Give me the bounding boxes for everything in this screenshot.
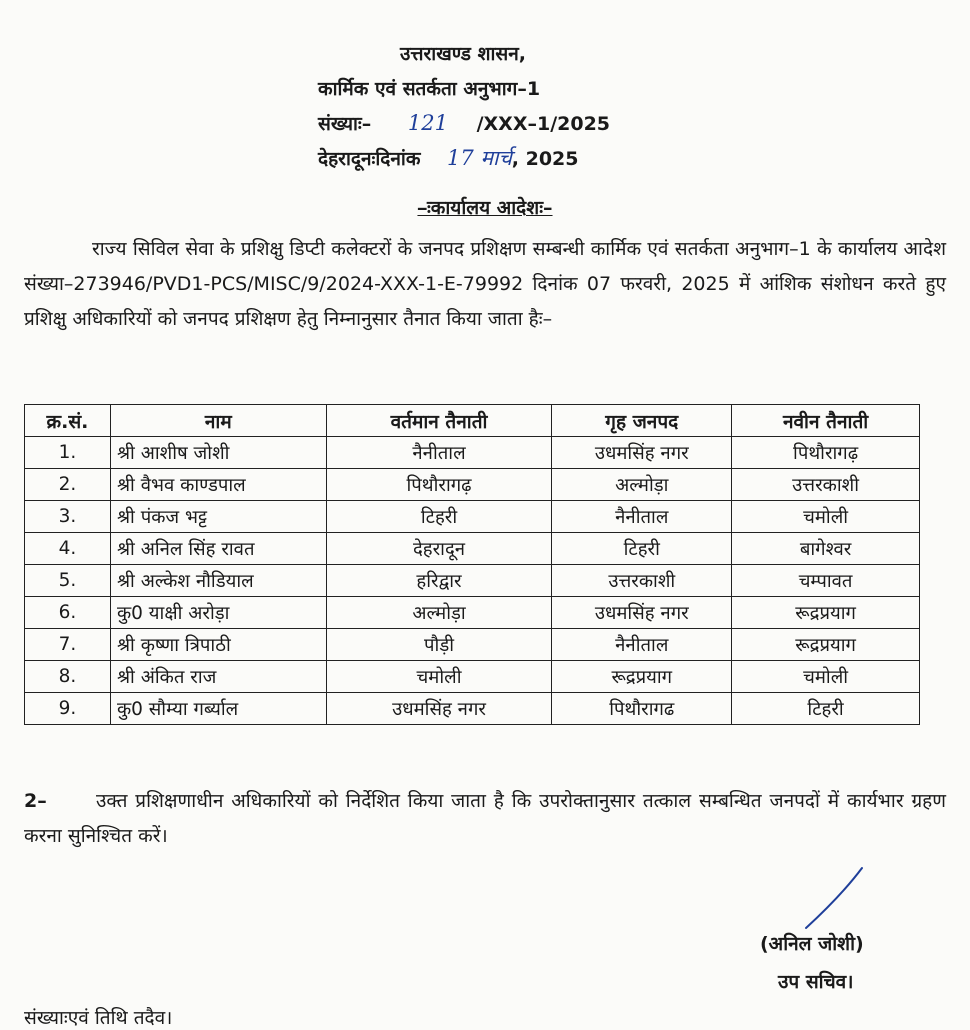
- column-header-name: नाम: [110, 405, 326, 437]
- table-row: [25, 565, 920, 597]
- serial-cell: 1.: [25, 437, 111, 469]
- order-paragraph-2: [24, 784, 946, 854]
- name-cell: श्री अनिल सिंह रावत: [110, 533, 326, 565]
- name-cell: श्री अल्केश नौडियाल: [110, 565, 326, 597]
- serial-cell: 3.: [25, 501, 111, 533]
- serial-cell: 8.: [25, 661, 111, 693]
- date-suffix: , 2025: [511, 148, 579, 170]
- home-district-cell: पिथौरागढ: [552, 693, 732, 725]
- new-posting-cell: बागेश्वर: [732, 533, 920, 565]
- new-posting-cell: चम्पावत: [732, 565, 920, 597]
- table-row: [25, 693, 920, 725]
- new-posting-cell: टिहरी: [732, 693, 920, 725]
- home-district-cell: नैनीताल: [552, 629, 732, 661]
- table-row: [25, 597, 920, 629]
- posting-table: [24, 404, 920, 725]
- home-district-cell: रूद्रप्रयाग: [552, 661, 732, 693]
- signature-stroke: [800, 862, 870, 932]
- home-district-cell: उधमसिंह नगर: [552, 437, 732, 469]
- signatory-designation: उप सचिव।: [778, 971, 854, 993]
- table-row: [25, 501, 920, 533]
- name-cell: श्री अंकित राज: [110, 661, 326, 693]
- reference-handwritten: 121: [407, 111, 448, 135]
- table-row: [25, 533, 920, 565]
- serial-cell: 2.: [25, 469, 111, 501]
- serial-cell: 5.: [25, 565, 111, 597]
- new-posting-cell: रूद्रप्रयाग: [732, 629, 920, 661]
- column-header-serial: क्र.सं.: [25, 405, 111, 437]
- name-cell: श्री कृष्णा त्रिपाठी: [110, 629, 326, 661]
- home-district-cell: टिहरी: [552, 533, 732, 565]
- new-posting-cell: पिथौरागढ़: [732, 437, 920, 469]
- order-paragraph-1: राज्य सिविल सेवा के प्रशिक्षु डिप्टी कलेक्टरों के जनपद प्रशिक्षण सम्बन्धी कार्मिक एवं सतर्कता अनुभाग–1 के कार्यालय आदेश संख्या–273946/PVD1-PCS/MISC/9/2024-XXX-1-E-79992 दिनांक 07 फरवरी, 2025 में आंशिक संशोधन करते हुए प्रशिक्षु अधिकारियों को जनपद प्रशिक्षण हेतु निम्नानुसार तैनात किया जाता हैः–: [24, 238, 946, 330]
- current-posting-cell: चमोली: [326, 661, 552, 693]
- serial-cell: 7.: [25, 629, 111, 661]
- current-posting-cell: टिहरी: [326, 501, 552, 533]
- name-cell: कु0 सौम्या गर्ब्याल: [110, 693, 326, 725]
- table-row: [25, 661, 920, 693]
- serial-cell: 4.: [25, 533, 111, 565]
- place-date: [318, 144, 579, 172]
- current-posting-cell: पौड़ी: [326, 629, 552, 661]
- home-district-cell: अल्मोड़ा: [552, 469, 732, 501]
- footer-reference: संख्याःएवं तिथि तदैव।: [24, 1007, 173, 1029]
- new-posting-cell: चमोली: [732, 661, 920, 693]
- new-posting-cell: चमोली: [732, 501, 920, 533]
- current-posting-cell: नैनीताल: [326, 437, 552, 469]
- reference-label: संख्याः–: [318, 113, 372, 135]
- serial-cell: 9.: [25, 693, 111, 725]
- name-cell: श्री पंकज भट्ट: [110, 501, 326, 533]
- column-header-new-posting: नवीन तैनाती: [732, 405, 920, 437]
- table-row: [25, 469, 920, 501]
- date-label: देहरादूनःदिनांक: [318, 148, 421, 170]
- reference-number: [318, 110, 610, 136]
- order-title: –ःकार्यालय आदेशः–: [417, 197, 553, 219]
- date-handwritten: 17 मार्च: [447, 146, 512, 170]
- home-district-cell: उधमसिंह नगर: [552, 597, 732, 629]
- paragraph-text: उक्त प्रशिक्षणाधीन अधिकारियों को निर्देशित किया जाता है कि उपरोक्तानुसार तत्काल सम्बन्धित जनपदों में कार्यभार ग्रहण करना सुनिश्चित करें।: [24, 790, 946, 847]
- serial-cell: 6.: [25, 597, 111, 629]
- table-row: [25, 629, 920, 661]
- table-row: [25, 437, 920, 469]
- column-header-current-posting: वर्तमान तैनाती: [326, 405, 552, 437]
- table-header-row: [25, 405, 920, 437]
- current-posting-cell: अल्मोड़ा: [326, 597, 552, 629]
- column-header-home-district: गृह जनपद: [552, 405, 732, 437]
- home-district-cell: नैनीताल: [552, 501, 732, 533]
- name-cell: श्री वैभव काण्डपाल: [110, 469, 326, 501]
- signatory-name: (अनिल जोशी): [760, 933, 864, 955]
- govt-name: उत्तराखण्ड शासन,: [400, 43, 527, 65]
- paragraph-number: 2–: [24, 790, 47, 812]
- reference-suffix: /XXX–1/2025: [476, 113, 611, 135]
- new-posting-cell: उत्तरकाशी: [732, 469, 920, 501]
- name-cell: कु0 याक्षी अरोड़ा: [110, 597, 326, 629]
- current-posting-cell: देहरादून: [326, 533, 552, 565]
- new-posting-cell: रूद्रप्रयाग: [732, 597, 920, 629]
- department-name: कार्मिक एवं सतर्कता अनुभाग–1: [318, 78, 541, 100]
- name-cell: श्री आशीष जोशी: [110, 437, 326, 469]
- current-posting-cell: हरिद्वार: [326, 565, 552, 597]
- current-posting-cell: पिथौरागढ़: [326, 469, 552, 501]
- current-posting-cell: उधमसिंह नगर: [326, 693, 552, 725]
- home-district-cell: उत्तरकाशी: [552, 565, 732, 597]
